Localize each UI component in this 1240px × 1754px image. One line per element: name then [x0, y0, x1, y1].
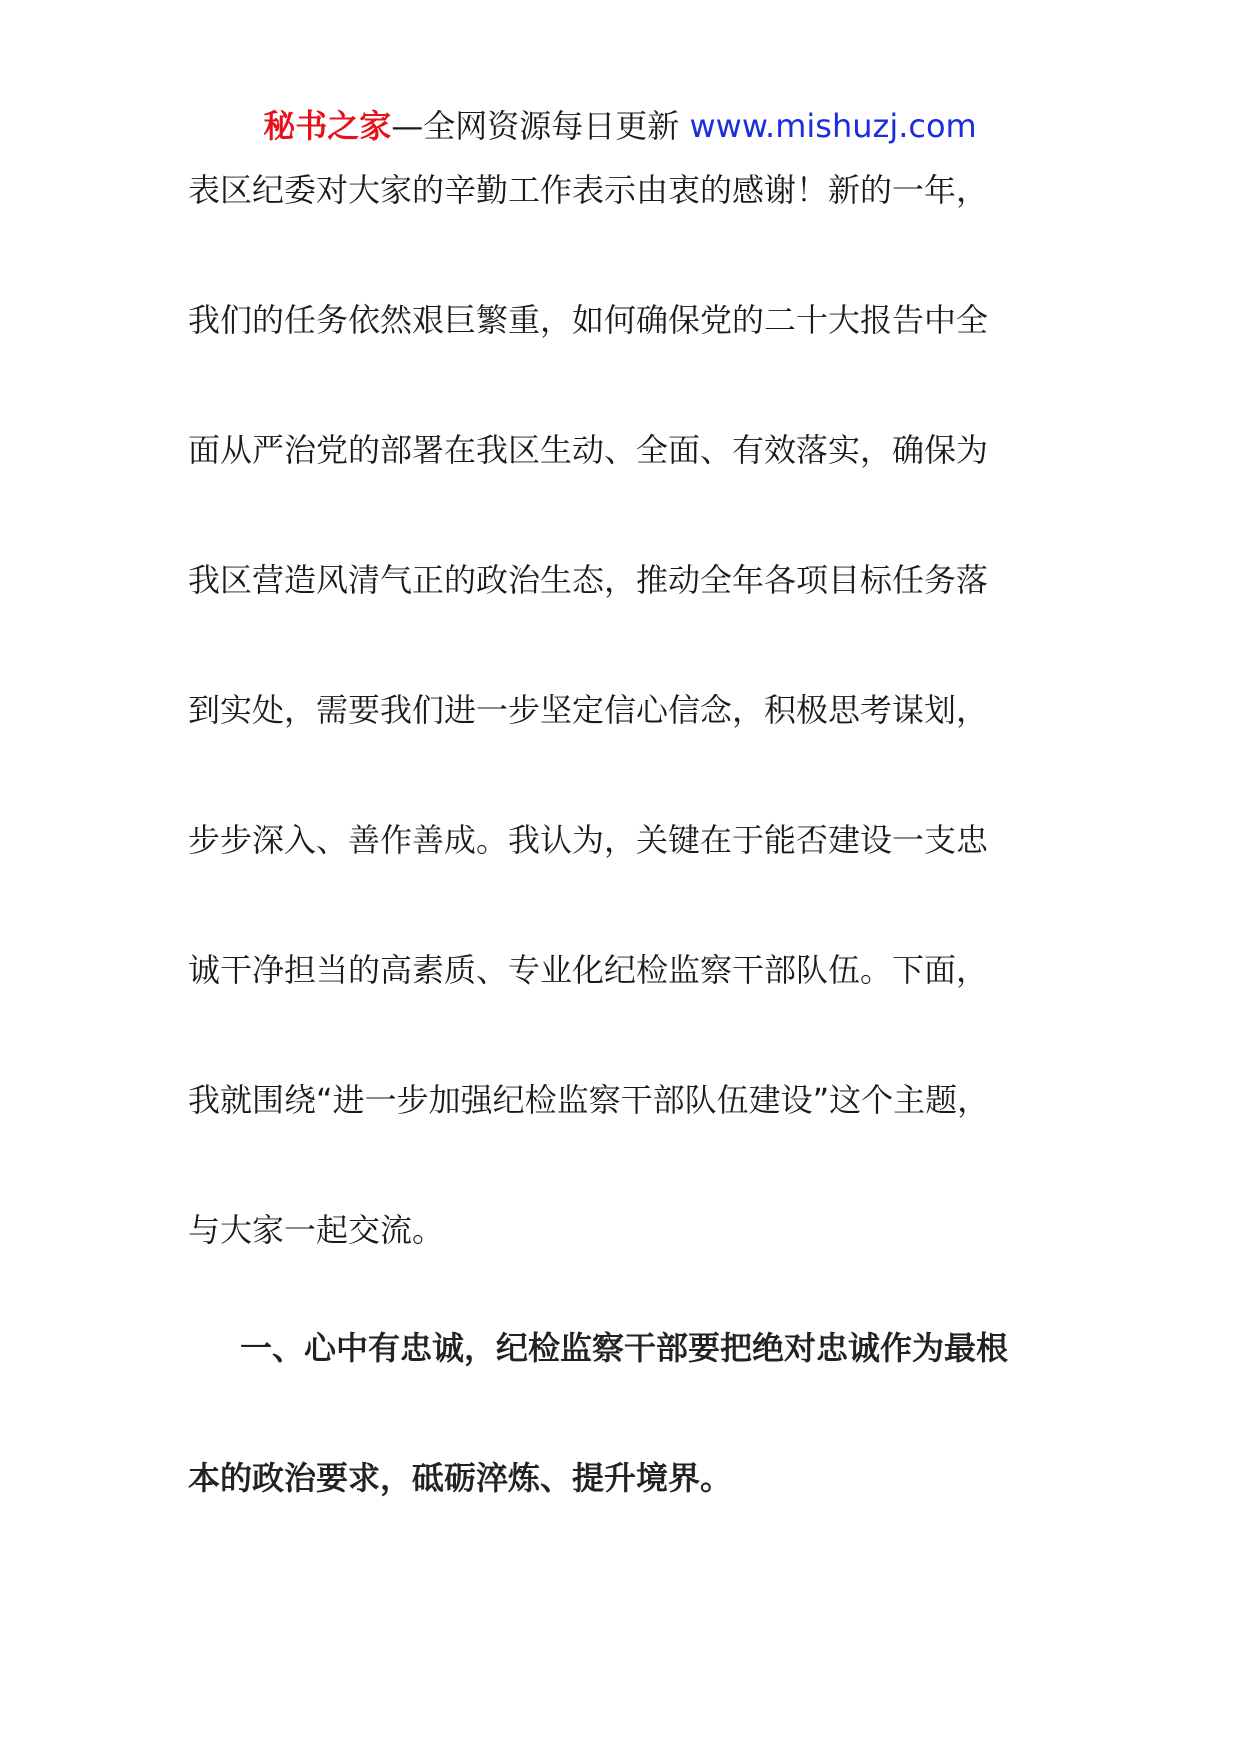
body-line-3: 面从严治党的部署在我区生动、全面、有效落实，确保为 — [188, 431, 989, 469]
section-heading-line-1: 一、心中有忠诚，纪检监察干部要把绝对忠诚作为最根 — [240, 1329, 1009, 1367]
body-line-2: 我们的任务依然艰巨繁重，如何确保党的二十大报告中全 — [188, 301, 989, 339]
header-tagline: —全网资源每日更新 — [391, 107, 680, 145]
body-line-9: 与大家一起交流。 — [188, 1211, 445, 1249]
website-link[interactable]: www.mishuzj.com — [689, 107, 977, 145]
body-line-7: 诚干净担当的高素质、专业化纪检监察干部队伍。下面， — [188, 951, 989, 989]
document-header — [0, 98, 1240, 154]
section-heading-line-2: 本的政治要求，砥砺淬炼、提升境界。 — [188, 1459, 733, 1497]
body-line-5: 到实处，需要我们进一步坚定信心信念，积极思考谋划， — [188, 691, 989, 729]
body-line-6: 步步深入、善作善成。我认为，关键在于能否建设一支忠 — [188, 821, 989, 859]
body-line-1: 表区纪委对大家的辛勤工作表示由衷的感谢！新的一年， — [188, 171, 989, 209]
brand-name: 秘书之家 — [263, 107, 392, 145]
body-line-4: 我区营造风清气正的政治生态，推动全年各项目标任务落 — [188, 561, 989, 599]
body-line-8: 我就围绕“进一步加强纪检监察干部队伍建设”这个主题， — [188, 1081, 990, 1119]
